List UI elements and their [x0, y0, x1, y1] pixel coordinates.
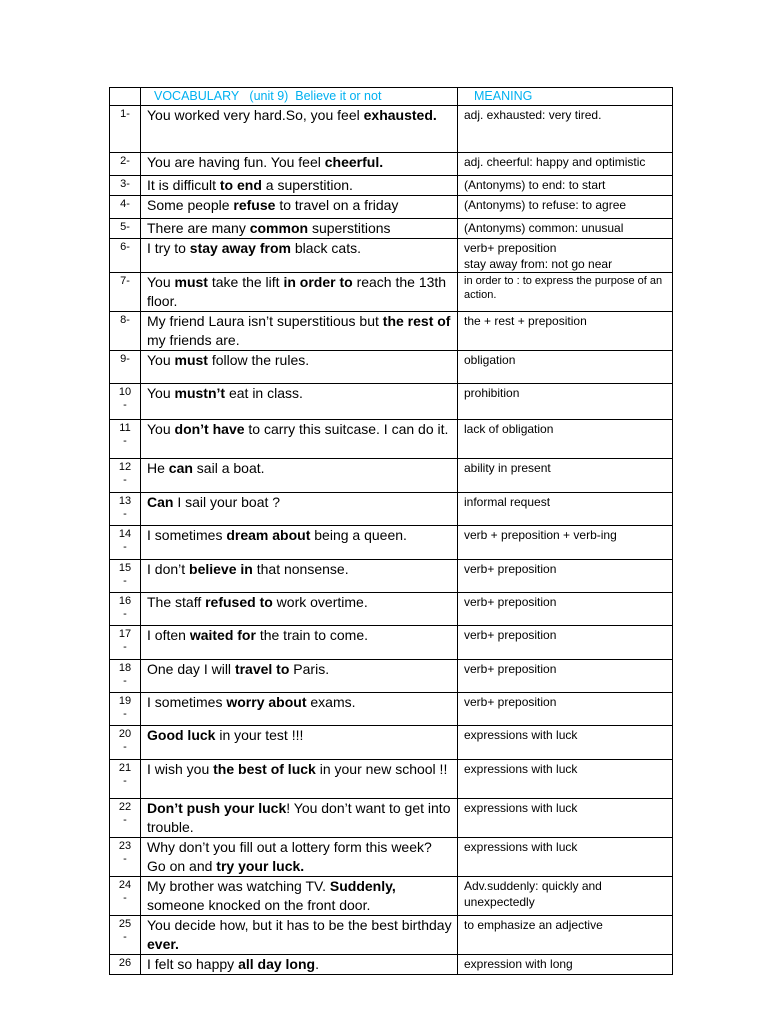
example-sentence: There are many common superstitions	[141, 219, 458, 239]
table-row	[110, 176, 673, 196]
example-sentence: Good luck in your test !!!	[141, 726, 458, 760]
highlighted-term: the best of luck	[213, 761, 316, 777]
example-sentence: You must follow the rules.	[141, 351, 458, 384]
meaning-cell: Adv.suddenly: quickly and unexpectedly	[458, 877, 673, 916]
row-number: 23 -	[110, 838, 141, 877]
meaning-cell: verb + preposition + verb-ing	[458, 526, 673, 560]
example-sentence: I felt so happy all day long.	[141, 955, 458, 975]
example-sentence: One day I will travel to Paris.	[141, 660, 458, 693]
example-sentence: You must take the lift in order to reach the 13th floor.	[141, 273, 458, 312]
example-sentence: I sometimes dream about being a queen.	[141, 526, 458, 560]
example-sentence: My friend Laura isn’t superstitious but the rest of my friends are.	[141, 312, 458, 351]
table-row	[110, 693, 673, 726]
meaning-cell: verb+ preposition	[458, 693, 673, 726]
row-number: 18 -	[110, 660, 141, 693]
highlighted-term: believe in	[189, 561, 253, 577]
row-number: 4-	[110, 196, 141, 219]
table-row	[110, 877, 673, 916]
table-row	[110, 760, 673, 799]
table-row	[110, 459, 673, 493]
row-number: 12 -	[110, 459, 141, 493]
row-number: 26	[110, 955, 141, 975]
row-number: 19 -	[110, 693, 141, 726]
example-sentence: You mustn’t eat in class.	[141, 384, 458, 420]
meaning-cell: (Antonyms) to refuse: to agree	[458, 196, 673, 219]
meaning-cell: verb+ preposition	[458, 560, 673, 593]
row-number: 15 -	[110, 560, 141, 593]
table-row	[110, 239, 673, 273]
example-sentence: Don’t push your luck! You don’t want to get into trouble.	[141, 799, 458, 838]
row-number: 1-	[110, 106, 141, 153]
row-number: 7-	[110, 273, 141, 312]
table-row	[110, 916, 673, 955]
row-number: 16 -	[110, 593, 141, 626]
highlighted-term: don’t have	[174, 421, 245, 437]
meaning-cell: in order to : to express the purpose of an action.	[458, 273, 673, 312]
highlighted-term: must	[174, 274, 208, 290]
row-number: 2-	[110, 153, 141, 176]
highlighted-term: worry about	[226, 694, 307, 710]
highlighted-term: common	[249, 220, 309, 236]
row-number: 11 -	[110, 420, 141, 459]
meaning-cell: verb+ preposition stay away from: not go near	[458, 239, 673, 273]
row-number: 3-	[110, 176, 141, 196]
highlighted-term: must	[174, 352, 208, 368]
meaning-cell: obligation	[458, 351, 673, 384]
highlighted-term: travel to	[234, 661, 290, 677]
row-number: 5-	[110, 219, 141, 239]
table-row	[110, 726, 673, 760]
table-row	[110, 420, 673, 459]
meaning-cell: verb+ preposition	[458, 593, 673, 626]
meaning-cell: (Antonyms) to end: to start	[458, 176, 673, 196]
example-sentence: Why don’t you fill out a lottery form this week? Go on and try your luck.	[141, 838, 458, 877]
vocabulary-table	[109, 87, 673, 975]
highlighted-term: Don’t push your luck	[147, 800, 287, 816]
table-row	[110, 626, 673, 660]
highlighted-term: the rest of	[382, 313, 451, 329]
example-sentence: I wish you the best of luck in your new school !!	[141, 760, 458, 799]
meaning-cell: the + rest + preposition	[458, 312, 673, 351]
example-sentence: The staff refused to work overtime.	[141, 593, 458, 626]
meaning-cell: prohibition	[458, 384, 673, 420]
highlighted-term: exhausted.	[363, 107, 437, 123]
highlighted-term: mustn’t	[174, 385, 226, 401]
example-sentence: He can sail a boat.	[141, 459, 458, 493]
meaning-cell: expression with long	[458, 955, 673, 975]
row-number: 22 -	[110, 799, 141, 838]
highlighted-term: can	[168, 460, 193, 476]
table-row	[110, 660, 673, 693]
table-row	[110, 384, 673, 420]
table-row	[110, 493, 673, 526]
meaning-cell: adj. cheerful: happy and optimistic	[458, 153, 673, 176]
example-sentence: I often waited for the train to come.	[141, 626, 458, 660]
example-sentence: It is difficult to end a superstition.	[141, 176, 458, 196]
meaning-cell: ability in present	[458, 459, 673, 493]
meaning-cell: adj. exhausted: very tired.	[458, 106, 673, 153]
table-row	[110, 153, 673, 176]
table-row	[110, 955, 673, 975]
example-sentence: I don’t believe in that nonsense.	[141, 560, 458, 593]
table-row	[110, 560, 673, 593]
example-sentence: You don’t have to carry this suitcase. I can do it.	[141, 420, 458, 459]
row-number: 10 -	[110, 384, 141, 420]
meaning-cell: expressions with luck	[458, 726, 673, 760]
example-sentence: I try to stay away from black cats.	[141, 239, 458, 273]
row-number: 21 -	[110, 760, 141, 799]
table-row	[110, 838, 673, 877]
example-sentence: Some people refuse to travel on a friday	[141, 196, 458, 219]
example-sentence: You are having fun. You feel cheerful.	[141, 153, 458, 176]
meaning-cell: expressions with luck	[458, 760, 673, 799]
example-sentence: Can I sail your boat ?	[141, 493, 458, 526]
highlighted-term: to end	[219, 177, 262, 193]
meaning-cell: informal request	[458, 493, 673, 526]
row-number: 8-	[110, 312, 141, 351]
highlighted-term: waited for	[189, 627, 256, 643]
header-meaning: MEANING	[458, 88, 673, 106]
meaning-cell: to emphasize an adjective	[458, 916, 673, 955]
highlighted-term: refused to	[205, 594, 273, 610]
example-sentence: You worked very hard.So, you feel exhausted.	[141, 106, 458, 153]
table-row	[110, 593, 673, 626]
example-sentence: You decide how, but it has to be the best birthday ever.	[141, 916, 458, 955]
meaning-cell: lack of obligation	[458, 420, 673, 459]
highlighted-term: in order to	[283, 274, 353, 290]
row-number: 20 -	[110, 726, 141, 760]
example-sentence: My brother was watching TV. Suddenly, someone knocked on the front door.	[141, 877, 458, 916]
highlighted-term: stay away from	[189, 240, 291, 256]
highlighted-term: try your luck.	[216, 858, 305, 874]
highlighted-term: Can	[147, 494, 174, 510]
row-number: 6-	[110, 239, 141, 273]
table-row	[110, 196, 673, 219]
row-number: 9-	[110, 351, 141, 384]
header-vocabulary: VOCABULARY (unit 9) Believe it or not	[141, 88, 458, 106]
meaning-cell: expressions with luck	[458, 799, 673, 838]
table-row	[110, 351, 673, 384]
row-number: 24 -	[110, 877, 141, 916]
highlighted-term: Suddenly,	[329, 878, 396, 894]
highlighted-term: cheerful.	[324, 154, 384, 170]
highlighted-term: dream about	[226, 527, 311, 543]
row-number: 14 -	[110, 526, 141, 560]
table-row	[110, 312, 673, 351]
table-row	[110, 106, 673, 153]
row-number: 25 -	[110, 916, 141, 955]
meaning-cell: (Antonyms) common: unusual	[458, 219, 673, 239]
highlighted-term: all day long	[238, 956, 316, 972]
row-number: 17 -	[110, 626, 141, 660]
highlighted-term: Good luck	[147, 727, 216, 743]
highlighted-term: ever.	[147, 936, 179, 952]
table-row	[110, 219, 673, 239]
table-row	[110, 799, 673, 838]
example-sentence: I sometimes worry about exams.	[141, 693, 458, 726]
highlighted-term: refuse	[233, 197, 276, 213]
meaning-cell: verb+ preposition	[458, 626, 673, 660]
row-number: 13 -	[110, 493, 141, 526]
table-header-row	[110, 88, 673, 106]
meaning-cell: verb+ preposition	[458, 660, 673, 693]
header-number-cell	[110, 88, 141, 106]
table-row	[110, 273, 673, 312]
table-row	[110, 526, 673, 560]
meaning-cell: expressions with luck	[458, 838, 673, 877]
